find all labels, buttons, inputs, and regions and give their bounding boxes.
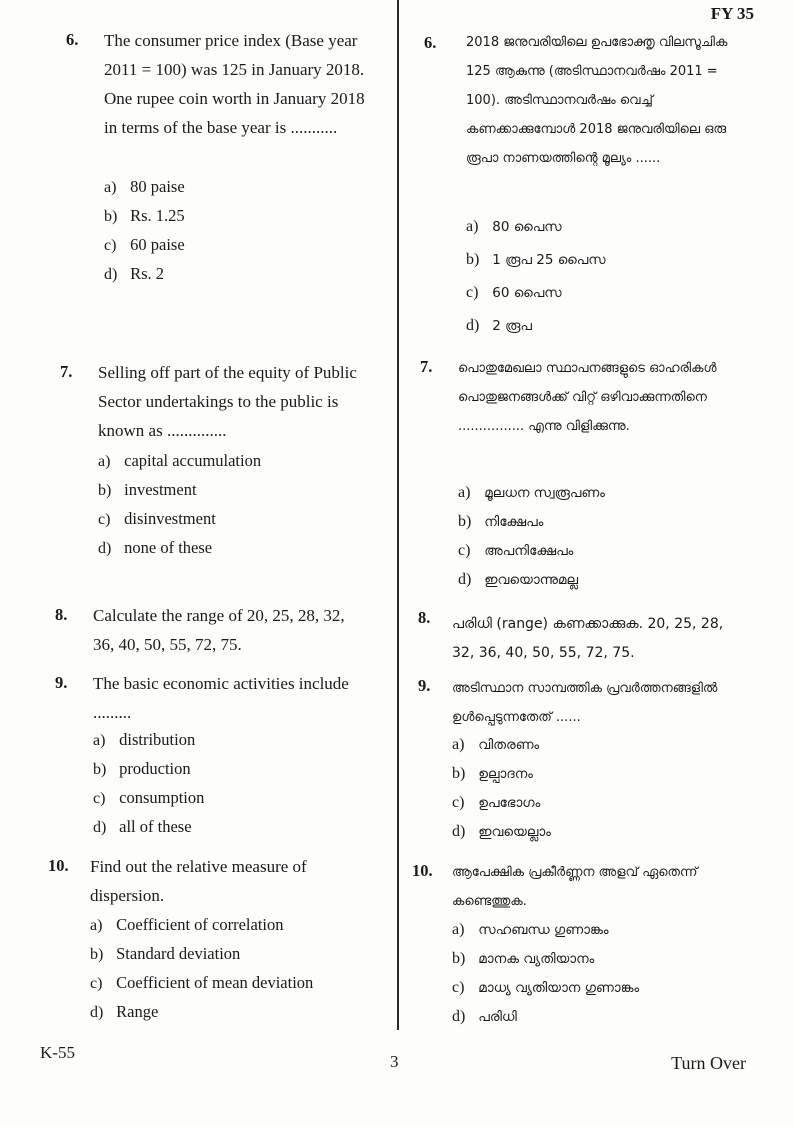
option[interactable]: b) 1 രൂപ 25 പൈസ — [466, 251, 606, 268]
column-divider — [397, 0, 399, 1030]
question-number: 10. — [48, 856, 69, 875]
option[interactable]: b) investment — [98, 480, 197, 499]
question-number: 6. — [424, 33, 437, 52]
question-number: 6. — [66, 30, 79, 49]
option[interactable]: d) Range — [90, 1002, 159, 1021]
question-text: പരിധി (range) കണക്കാക്കുക. 20, 25, 28, 32, 36, 40, 50, 55, 72, 75. — [452, 616, 724, 661]
question-text: Find out the relative measure of dispersion. — [90, 857, 307, 905]
options-list — [466, 212, 606, 344]
option[interactable]: d) all of these — [93, 817, 192, 836]
options-list — [93, 725, 204, 841]
question-text: 2018 ജനുവരിയിലെ ഉപഭോക്തൃ വിലസൂചിക 125 ആകുന്നു (അടിസ്ഥാനവർഷം 2011 = 100). അടിസ്ഥാനവർഷം വെച്ച് കണക്കാക്കുമ്പോൾ 2018 ജനുവരിയിലെ ഒരു രൂപാ നാണയത്തിന്റെ മൂല്യം ...... — [466, 35, 728, 166]
option[interactable]: c) disinvestment — [98, 509, 216, 528]
question-number: 8. — [55, 605, 68, 624]
option[interactable]: a) വിതരണം — [452, 736, 540, 753]
option[interactable]: b) മാനക വ്യതിയാനം — [452, 950, 595, 967]
options-list — [104, 172, 185, 288]
question-number: 9. — [55, 673, 68, 692]
question-number: 10. — [412, 861, 433, 880]
page-number: 3 — [390, 1052, 399, 1071]
options-list — [458, 478, 605, 594]
option[interactable]: a) Coefficient of correlation — [90, 915, 284, 934]
option[interactable]: b) നിക്ഷേപം — [458, 513, 544, 530]
question-number: 7. — [60, 362, 73, 381]
question-text: Selling off part of the equity of Public Sector undertakings to the public is known as .............. — [98, 363, 357, 440]
option[interactable]: c) 60 paise — [104, 235, 185, 254]
question-text: The basic economic activities include ......... — [93, 674, 349, 722]
option[interactable]: a) capital accumulation — [98, 451, 262, 470]
options-list — [452, 915, 639, 1031]
question-number: 9. — [418, 676, 431, 695]
option[interactable]: d) ഇവയൊന്നുമല്ല — [458, 571, 579, 588]
options-list — [98, 446, 261, 562]
question-number: 7. — [420, 357, 433, 376]
option[interactable]: c) മാധ്യ വ്യതിയാന ഗുണാങ്കം — [452, 979, 640, 996]
option[interactable]: a) 80 paise — [104, 177, 185, 196]
question-text: ആപേക്ഷിക പ്രകീർണ്ണന അളവ് ഏതെന്ന് കണ്ടെത്തുക. — [452, 865, 698, 909]
question-text: The consumer price index (Base year 2011 = 100) was 125 in January 2018. One rupee coin worth in January 2018 in terms of the base year is ........... — [104, 31, 365, 137]
option[interactable]: d) none of these — [98, 538, 213, 557]
option[interactable]: d) 2 രൂപ — [466, 317, 532, 334]
question-text: അടിസ്ഥാന സാമ്പത്തിക പ്രവർത്തനങ്ങളിൽ ഉൾപ്പെടുന്നതേത് ...... — [452, 681, 718, 725]
question-text: പൊതുമേഖലാ സ്ഥാപനങ്ങളുടെ ഓഹരികൾ പൊതുജനങ്ങൾക്ക് വിറ്റ് ഒഴിവാക്കുന്നതിനെ ................ എന്നു വിളിക്കുന്നു. — [458, 361, 717, 434]
options-list — [452, 730, 551, 846]
option[interactable]: b) production — [93, 759, 191, 778]
question-number: 8. — [418, 608, 431, 627]
option[interactable]: a) സഹബന്ധ ഗുണാങ്കം — [452, 921, 609, 938]
option[interactable]: c) ഉപഭോഗം — [452, 794, 541, 811]
paper-code: K-55 — [40, 1043, 75, 1062]
option[interactable]: a) 80 പൈസ — [466, 218, 562, 235]
option[interactable]: d) പരിധി — [452, 1008, 517, 1025]
option[interactable]: c) Coefficient of mean deviation — [90, 973, 314, 992]
options-list — [90, 910, 313, 1026]
option[interactable]: a) distribution — [93, 730, 196, 749]
option[interactable]: c) consumption — [93, 788, 205, 807]
option[interactable]: c) 60 പൈസ — [466, 284, 562, 301]
option[interactable]: b) ഉല്പാദനം — [452, 765, 533, 782]
option[interactable]: d) ഇവയെല്ലാം — [452, 823, 551, 840]
turn-over-note: Turn Over — [671, 1053, 746, 1073]
option[interactable]: b) Rs. 1.25 — [104, 206, 185, 225]
option[interactable]: c) അപനിക്ഷേപം — [458, 542, 574, 559]
page-code: FY 35 — [710, 4, 754, 23]
option[interactable]: b) Standard deviation — [90, 944, 241, 963]
question-text: Calculate the range of 20, 25, 28, 32, 36, 40, 50, 55, 72, 75. — [93, 606, 345, 654]
option[interactable]: d) Rs. 2 — [104, 264, 165, 283]
option[interactable]: a) മൂലധന സ്വരൂപണം — [458, 484, 605, 501]
